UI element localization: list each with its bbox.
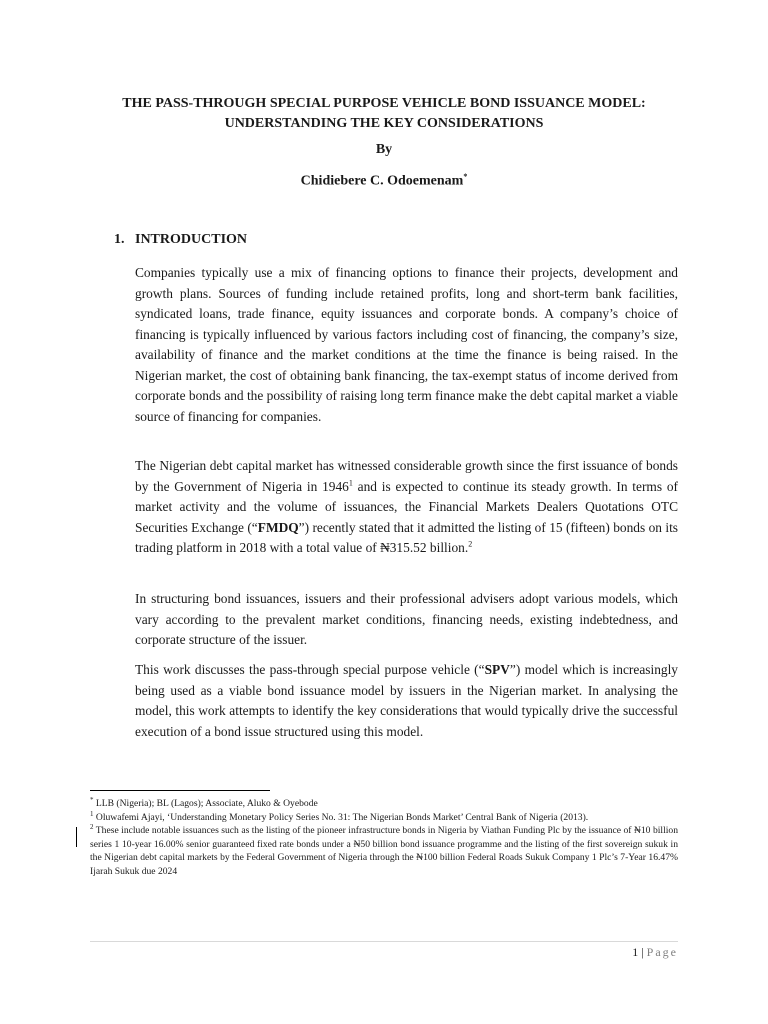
paragraph-2 xyxy=(135,456,678,559)
paragraph-3: In structuring bond issuances, issuers and their professional advisers adopt various models, which vary according to the prevalent market conditions, financing needs, existing indebtedness, and corporate structure of the issuer. xyxy=(135,591,678,647)
footnotes xyxy=(90,797,678,878)
author-text: Chidiebere C. Odoemenam xyxy=(300,173,464,189)
paragraph-4 xyxy=(135,660,678,742)
footnote-author xyxy=(90,797,678,811)
p4-text-b: ”) model which is increasingly being used as a viable bond issuance model by issuers in the Nigerian market. In analysing the model, this work attempts to identify the key considerations that would typically drive the successful execution of a bond issue structured using this model. xyxy=(135,662,678,739)
page-footer xyxy=(632,945,678,960)
footnote-ref-2: 2 xyxy=(468,539,473,549)
page-separator: | xyxy=(638,945,647,959)
footnote-mark-2: 2 xyxy=(90,822,94,831)
author-footnote-mark: * xyxy=(463,172,468,181)
footnote-2 xyxy=(90,824,678,878)
page-number: 1 xyxy=(632,945,639,959)
p2-text-a: The Nigerian debt capital market has witnessed considerable growth since the first issuance of bonds by the Government of Nigeria in 1946 xyxy=(135,458,678,494)
fmdq-defined-term: FMDQ xyxy=(257,519,299,535)
title-line-2: UNDERSTANDING THE KEY CONSIDERATIONS xyxy=(224,116,544,131)
footer-separator xyxy=(90,941,678,942)
title-line-1: THE PASS-THROUGH SPECIAL PURPOSE VEHICLE BOND ISSUANCE MODEL: xyxy=(122,96,646,111)
spv-defined-term: SPV xyxy=(484,662,510,677)
footnote-mark-author: * xyxy=(90,795,94,804)
document-title xyxy=(90,94,678,134)
section-title: INTRODUCTION xyxy=(135,232,248,247)
footnote-mark-1: 1 xyxy=(90,809,94,818)
page-word: Page xyxy=(646,945,678,959)
footnote-separator xyxy=(90,790,270,791)
footnote-1-text: Oluwafemi Ajayi, ‘Understanding Monetary Policy Series No. 31: The Nigerian Bonds Market’ Central Bank of Nigeria (2013). xyxy=(93,811,589,823)
footnote-author-text: LLB (Nigeria); BL (Lagos); Associate, Aluko & Oyebode xyxy=(93,798,318,809)
p4-text-a: This work discusses the pass-through special purpose vehicle (“ xyxy=(135,662,485,677)
paragraph-1: Companies typically use a mix of financing options to finance their projects, development and growth plans. Sources of funding include retained profits, long and short-term bank facilities, syndicated loans, trade finance, equity issuances and corporate bonds. A company’s choice of financing is typically influenced by various factors including cost of financing, the company’s size, availability of finance and the market conditions at the time the finance is being raised. In the Nigerian market, the cost of obtaining bank financing, the tax-exempt status of income derived from corporate bonds and the possibility of raising long term finance make the debt capital market a viable source of financing for companies. xyxy=(135,265,678,424)
by-line: By xyxy=(375,142,393,157)
footnote-ref-1: 1 xyxy=(348,478,353,488)
p2-text-c: ”) recently stated that it admitted the listing of 15 (fifteen) bonds on its trading platform in 2018 with a total value of ₦315.52 billion. xyxy=(135,519,678,555)
section-number: 1. xyxy=(114,232,125,247)
text-cursor xyxy=(76,827,77,847)
section-heading xyxy=(114,232,247,248)
author-name xyxy=(90,172,678,190)
footnote-2-text: These include notable issuances such as the listing of the pioneer infrastructure bonds in Nigeria by Viathan Funding Plc by the issuance of ₦10 billion series 1 10-year 16.00% senior guaranteed fixed rate bonds under a ₦50 billion bond issuance programme and the listing of the first sovereign sukuk in the Nigerian debt capital markets by the Federal Government of Nigeria through the ₦100 billion Federal Roads Sukuk Company 1 Plc’s 7-Year 16.47% Ijarah Sukuk due 2024 xyxy=(90,825,678,877)
footnote-1 xyxy=(90,811,678,825)
p2-text-b: and is expected to continue its steady growth. In terms of market activity and the volume of issuances, the Financial Markets Dealers Quotations OTC Securities Exchange (“ xyxy=(135,478,678,535)
